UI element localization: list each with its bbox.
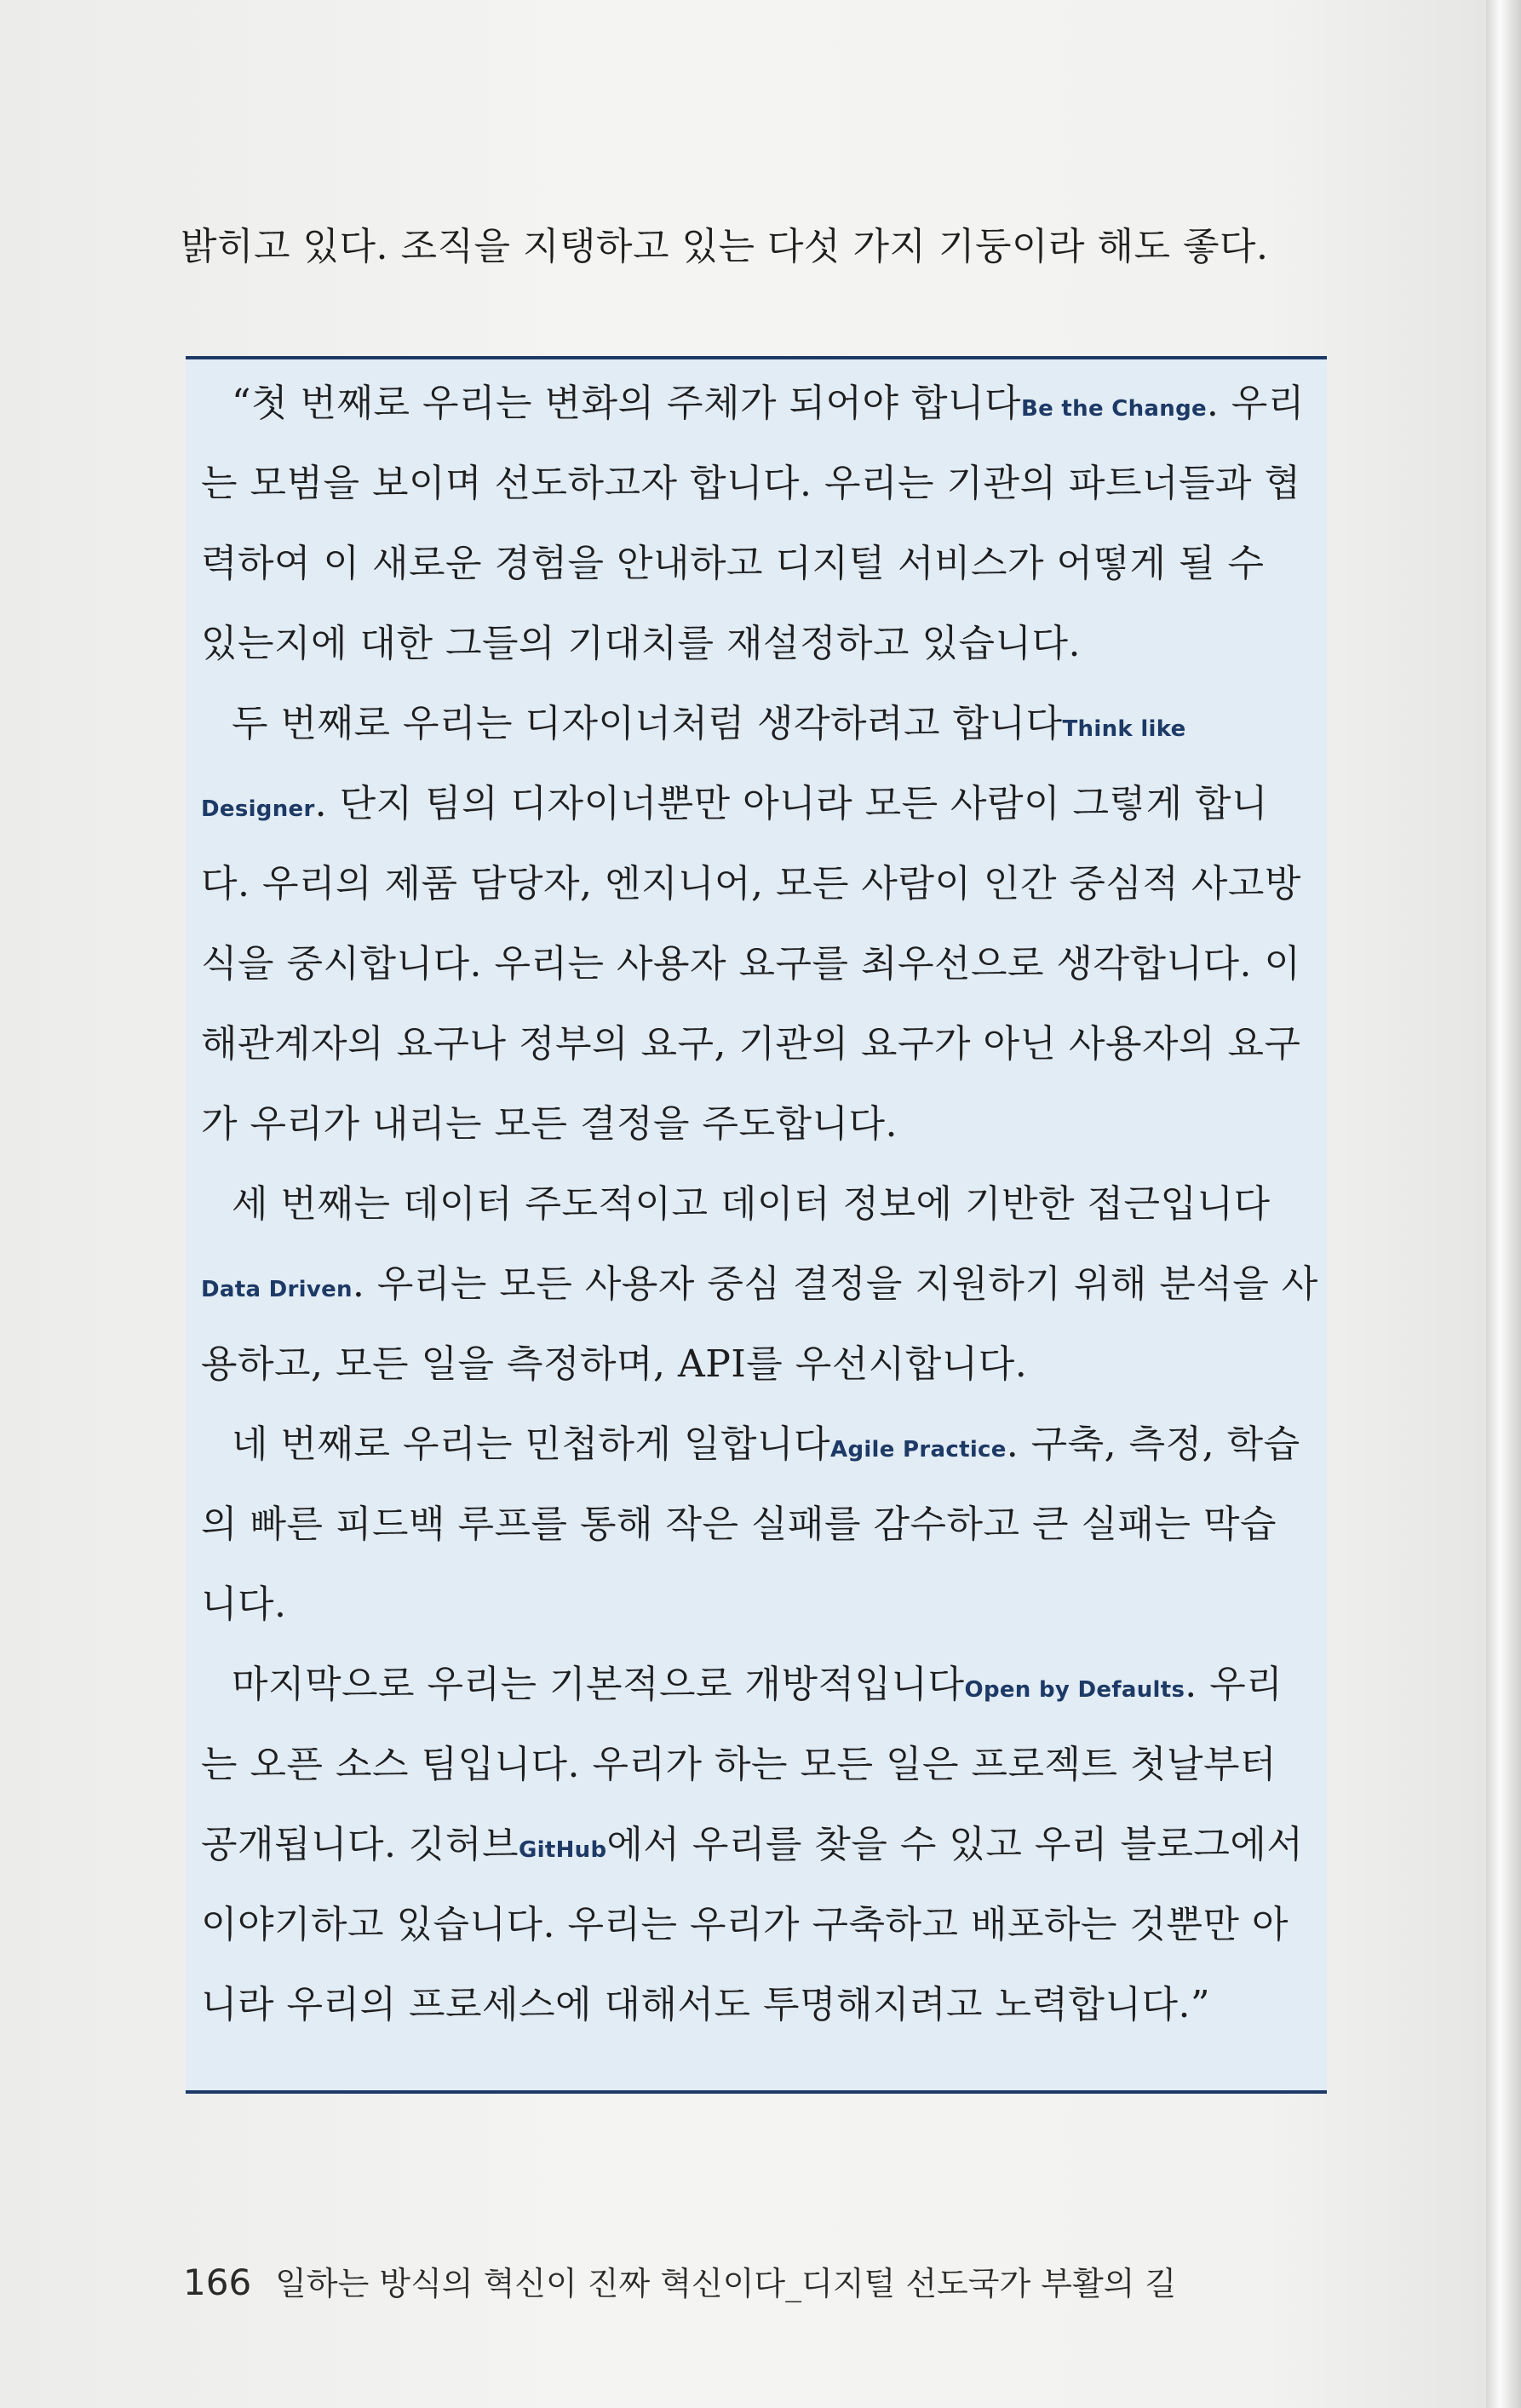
english-term-tag: Think like <box>1062 716 1186 742</box>
page-number: 166 <box>183 2261 252 2303</box>
quote-line: 니라 우리의 프로세스에 대해서도 투명해지려고 노력합니다.” <box>201 1983 1211 2026</box>
english-term-tag: Designer <box>201 796 315 822</box>
quote-box <box>186 356 1327 2094</box>
quote-text: 마지막으로 우리는 기본적으로 개방적입니다 <box>232 1663 965 1706</box>
quote-text: 두 번째로 우리는 디자이너처럼 생각하려고 합니다 <box>232 702 1063 745</box>
quote-line: 는 모범을 보이며 선도하고자 합니다. 우리는 기관의 파트너들과 협 <box>201 462 1301 505</box>
page-footer <box>183 2257 1176 2304</box>
page-edge <box>1486 0 1521 2408</box>
quote-line: 는 오픈 소스 팀입니다. 우리가 하는 모든 일은 프로젝트 첫날부터 <box>201 1743 1277 1786</box>
quote-line <box>201 1805 1308 1885</box>
quote-text: . 우리는 모든 사용자 중심 결정을 지원하기 위해 분석을 사 <box>352 1262 1318 1306</box>
quote-line: 의 빠른 피드백 루프를 통해 작은 실패를 감수하고 큰 실패는 막습 <box>201 1503 1277 1546</box>
quote-line <box>201 764 1308 844</box>
english-term-tag: GitHub <box>519 1837 607 1863</box>
quote-line: 이야기하고 있습니다. 우리는 우리가 구축하고 배포하는 것뿐만 아 <box>201 1903 1289 1946</box>
quote-line: 식을 중시합니다. 우리는 사용자 요구를 최우선으로 생각합니다. 이 <box>201 942 1301 986</box>
quote-paragraph-1 <box>201 364 1308 444</box>
quote-paragraph-2-cont <box>201 764 1308 1164</box>
running-subtitle: _디지털 선도국가 부활의 길 <box>785 2265 1177 2302</box>
quote-text: 에서 우리를 찾을 수 있고 우리 블로그에서 <box>606 1823 1304 1866</box>
quote-line: 니다. <box>201 1583 287 1626</box>
quote-paragraph-3-cont <box>201 1244 1318 1405</box>
quote-paragraph-3 <box>201 1164 1308 1244</box>
english-term-tag: Data Driven <box>201 1277 353 1302</box>
quote-line <box>201 1244 1318 1325</box>
english-term-tag: Agile Practice <box>830 1437 1007 1463</box>
quote-line: 있는지에 대한 그들의 기대치를 재설정하고 있습니다. <box>201 622 1082 665</box>
quote-line: 다. 우리의 제품 담당자, 엔지니어, 모든 사람이 인간 중심적 사고방 <box>201 862 1301 905</box>
quote-paragraph-5-cont <box>201 1725 1308 2045</box>
intro-paragraph: 밝히고 있다. 조직을 지탱하고 있는 다섯 가지 기둥이라 해도 좋다. <box>181 225 1269 268</box>
quote-line: 가 우리가 내리는 모든 결정을 주도합니다. <box>201 1102 898 1146</box>
english-term-tag: Open by Defaults <box>964 1677 1185 1703</box>
quote-line <box>232 684 1308 764</box>
quote-paragraph-4-cont <box>201 1485 1308 1645</box>
quote-paragraph-1-cont <box>201 444 1308 684</box>
quote-text: . 단지 팀의 디자이너뿐만 아니라 모든 사람이 그렇게 합니 <box>314 782 1269 825</box>
quote-line: 용하고, 모든 일을 측정하며, API를 우선시합니다. <box>201 1342 1028 1386</box>
quote-line <box>232 1645 1308 1725</box>
quote-paragraph-2 <box>201 684 1308 764</box>
running-title: 일하는 방식의 혁신이 진짜 혁신이다 <box>275 2265 786 2302</box>
quote-paragraph-5 <box>201 1645 1308 1725</box>
quote-line <box>232 1405 1308 1485</box>
quote-line: 세 번째는 데이터 주도적이고 데이터 정보에 기반한 접근입니다 <box>232 1182 1271 1226</box>
quote-text: . 우리 <box>1185 1663 1283 1706</box>
quote-line: 해관계자의 요구나 정부의 요구, 기관의 요구가 아닌 사용자의 요구 <box>201 1022 1301 1066</box>
quote-text: . 구축, 측정, 학습 <box>1006 1422 1300 1466</box>
quote-paragraph-4 <box>201 1405 1308 1485</box>
quote-text: 공개됩니다. 깃허브 <box>201 1823 519 1866</box>
quote-text: 네 번째로 우리는 민첩하게 일합니다 <box>232 1422 831 1466</box>
english-term-tag: Be the Change <box>1021 396 1207 422</box>
quote-line: 력하여 이 새로운 경험을 안내하고 디지털 서비스가 어떻게 될 수 <box>201 542 1265 585</box>
quote-line <box>201 364 1308 444</box>
quote-text: . 우리 <box>1206 382 1305 425</box>
quote-text: “첫 번째로 우리는 변화의 주체가 되어야 합니다 <box>232 382 1021 425</box>
